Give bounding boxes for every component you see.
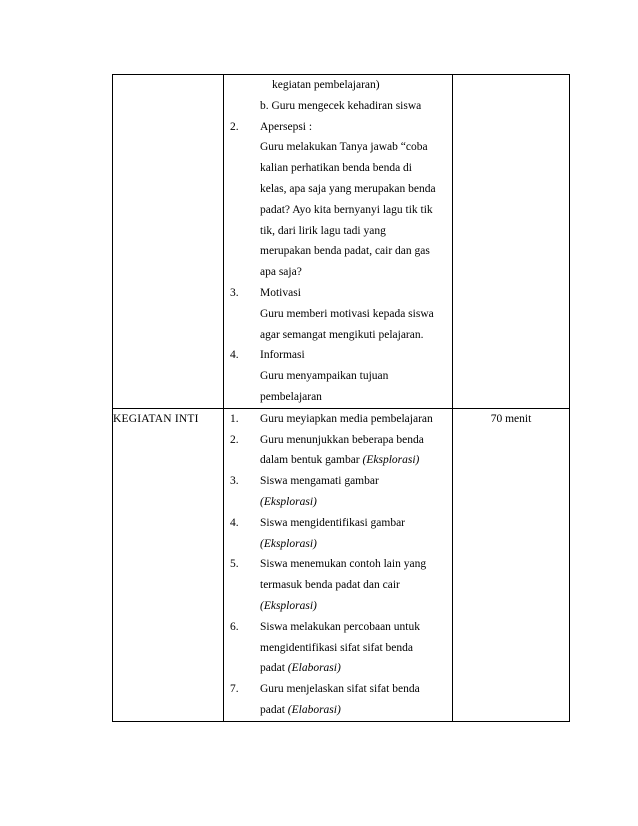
item-line-text: mengidentifikasi sifat sifat benda (260, 641, 413, 654)
activity-line: kegiatan pembelajaran) (272, 79, 380, 91)
item-line: Guru melakukan Tanya jawab “coba (260, 141, 428, 154)
item-number: 4. (230, 516, 239, 529)
lesson-plan-table (112, 74, 570, 722)
item-line: pembelajaran (260, 390, 322, 403)
item-text (260, 117, 452, 283)
item-line (260, 596, 452, 617)
phase-label: (Eksplorasi) (260, 537, 317, 550)
item-line (260, 638, 452, 659)
item-number: 5. (230, 558, 239, 571)
item-line: Guru memberi motivasi kepada siswa (260, 307, 434, 320)
item-line-text: dalam bentuk gambar (260, 454, 363, 467)
list-item (224, 283, 452, 345)
activity-list (224, 75, 452, 408)
item-line (260, 700, 452, 721)
item-text (260, 283, 452, 345)
item-line: apa saja? (260, 266, 302, 279)
item-line-text: Siswa menemukan contoh lain yang (260, 558, 427, 571)
item-line (260, 513, 452, 534)
item-text (260, 345, 452, 407)
item-line-text: padat (260, 703, 288, 716)
item-number: 3. (230, 286, 239, 299)
item-line (260, 450, 452, 471)
item-text (260, 430, 452, 472)
list-item (224, 679, 452, 721)
item-line: Guru menyampaikan tujuan (260, 370, 389, 383)
item-text (260, 513, 452, 555)
item-line: kelas, apa saja yang merupakan benda (260, 182, 436, 195)
item-line-text: padat (260, 662, 288, 675)
phase-label: (Elaborasi) (287, 703, 341, 716)
item-text (260, 409, 452, 430)
item-line (260, 554, 452, 575)
list-item (224, 345, 452, 407)
item-text (260, 554, 452, 616)
item-line: Informasi (260, 349, 305, 362)
item-text (260, 617, 452, 679)
time-cell-empty (453, 75, 570, 409)
item-number: 3. (230, 475, 239, 488)
phase-label: (Eksplorasi) (362, 454, 420, 467)
stage-label: KEGIATAN INTI (113, 408, 224, 721)
table-row-pendahuluan (113, 75, 570, 409)
list-item (224, 117, 452, 283)
item-line-text: Guru menjelaskan sifat sifat benda (260, 683, 420, 696)
item-line: tik, dari lirik lagu tadi yang (260, 224, 386, 237)
activity-line: b. Guru mengecek kehadiran siswa (260, 99, 422, 112)
item-line (260, 575, 452, 596)
item-line: merupakan benda padat, cair dan gas (260, 245, 430, 258)
item-line (260, 658, 452, 679)
item-line (260, 471, 452, 492)
item-line: padat? Ayo kita bernyanyi lagu tik tik (260, 203, 433, 216)
item-line: agar semangat mengikuti pelajaran. (260, 328, 424, 341)
item-number: 2. (230, 120, 239, 133)
list-item (224, 471, 452, 513)
list-item (224, 617, 452, 679)
item-text (260, 471, 452, 513)
item-number: 6. (230, 620, 239, 633)
item-line (260, 534, 452, 555)
item-number: 7. (230, 683, 239, 696)
item-line (260, 430, 452, 451)
item-line-text: Siswa mengamati gambar (260, 475, 379, 488)
item-line (260, 409, 452, 430)
list-item (224, 554, 452, 616)
item-line: kalian perhatikan benda benda di (260, 162, 412, 175)
list-item (224, 409, 452, 430)
item-line-text: Guru meyiapkan media pembelajaran (260, 412, 433, 425)
item-text (260, 679, 452, 721)
item-line (260, 679, 452, 700)
item-line-text: Siswa melakukan percobaan untuk (260, 620, 420, 633)
time-label: 70 menit (453, 408, 570, 721)
item-number: 1. (230, 412, 239, 425)
item-line (260, 492, 452, 513)
activities-cell (224, 408, 453, 721)
phase-label: (Eksplorasi) (260, 599, 317, 612)
activity-list (224, 409, 452, 721)
item-line-text: Guru menunjukkan beberapa benda (260, 433, 424, 446)
item-number: 2. (230, 433, 239, 446)
list-item (224, 513, 452, 555)
phase-label: (Eksplorasi) (260, 495, 317, 508)
phase-label: (Elaborasi) (287, 662, 341, 675)
item-line: Motivasi (260, 286, 301, 299)
table-row-kegiatan-inti (113, 408, 570, 721)
list-item (224, 430, 452, 472)
item-line: Apersepsi : (260, 120, 313, 133)
activities-cell (224, 75, 453, 409)
stage-cell-empty (113, 75, 224, 409)
item-number: 4. (230, 349, 239, 362)
item-line (260, 617, 452, 638)
item-line-text: termasuk benda padat dan cair (260, 579, 400, 592)
item-line-text: Siswa mengidentifikasi gambar (260, 516, 405, 529)
